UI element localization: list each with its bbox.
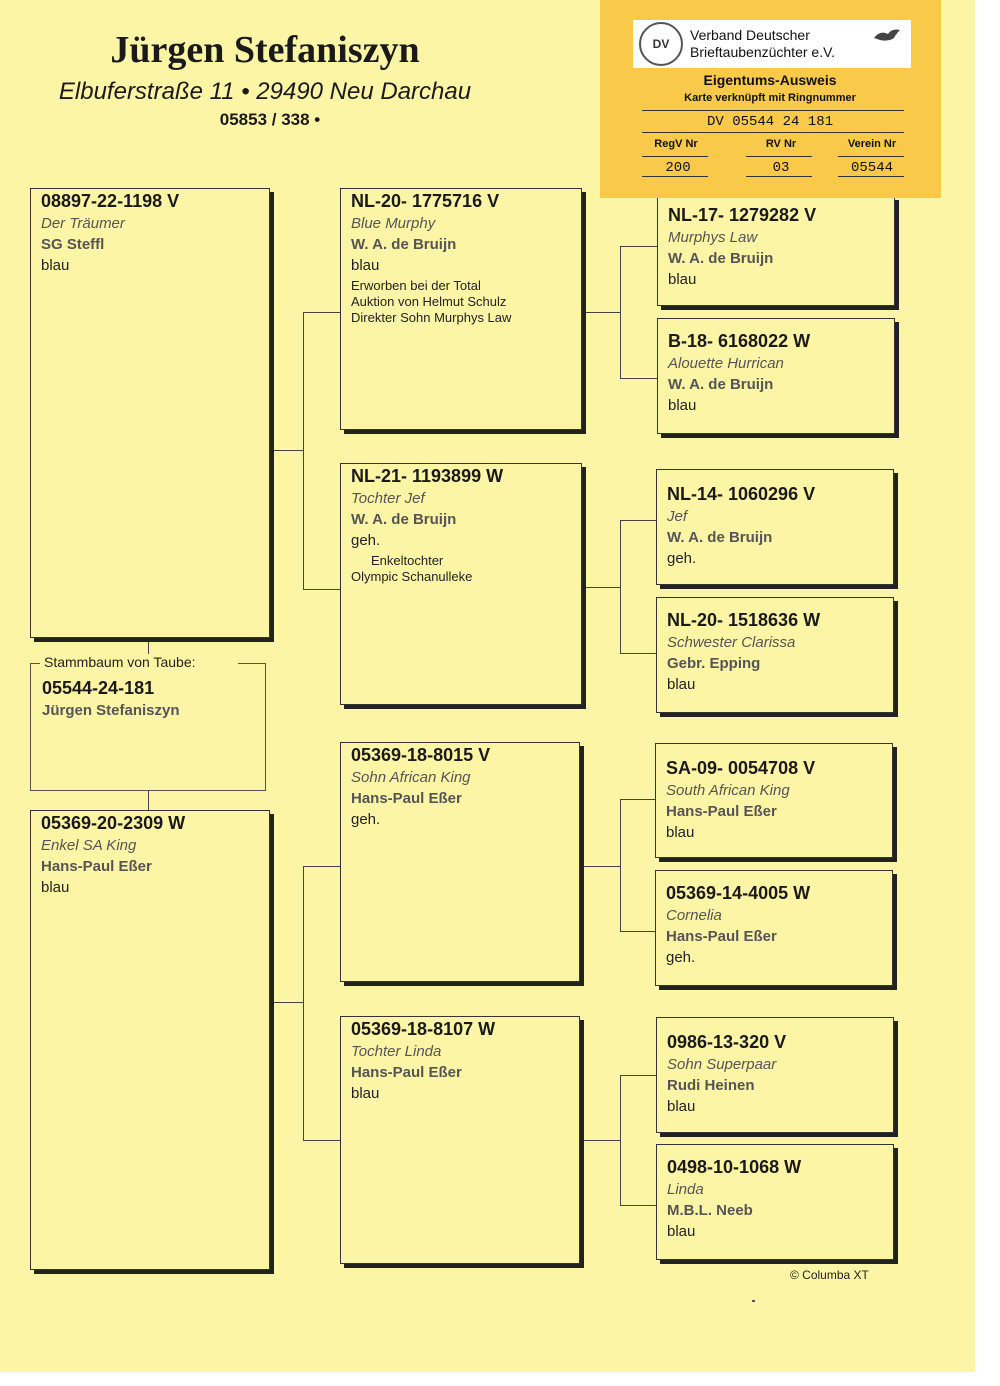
pedigree-box-mm xyxy=(340,1016,580,1264)
pigeon-name: Murphys Law xyxy=(668,229,758,246)
card-regv-value: 200 xyxy=(665,160,691,176)
footer-credit: © Columba XT xyxy=(790,1268,869,1282)
card-ring-number: DV 05544 24 181 xyxy=(706,114,834,130)
color: geh. xyxy=(666,949,696,966)
notes xyxy=(351,553,571,585)
connector xyxy=(620,653,658,654)
subject-ring: 05544-24-181 xyxy=(42,678,155,698)
owner-phone: 05853 / 338 • xyxy=(219,110,321,129)
pedigree-box-mf xyxy=(340,742,580,982)
connector xyxy=(303,312,304,590)
card-verein-value: 05544 xyxy=(850,160,893,176)
breeder: Hans-Paul Eßer xyxy=(351,1064,462,1081)
color: blau xyxy=(666,824,695,841)
breeder: SG Steffl xyxy=(41,236,105,253)
ring-number: 05369-14-4005 W xyxy=(666,883,811,903)
note-line: Direkter Sohn Murphys Law xyxy=(351,310,512,325)
note-line: Auktion von Helmut Schulz xyxy=(351,294,507,309)
connector xyxy=(620,246,621,379)
color: blau xyxy=(667,676,696,693)
pedigree-box-father xyxy=(30,188,270,638)
pigeon-name: Schwester Clarissa xyxy=(667,634,796,651)
ring-number: NL-21- 1193899 W xyxy=(351,466,504,486)
connector xyxy=(303,866,304,1141)
connector xyxy=(303,1140,341,1141)
card-rule xyxy=(642,132,904,133)
dv-logo-icon: DV xyxy=(639,22,683,66)
pigeon-name: Sohn Superpaar xyxy=(667,1056,777,1073)
color: blau xyxy=(668,271,697,288)
connector xyxy=(580,312,621,313)
card-rv-label: RV Nr xyxy=(765,138,797,150)
ring-number: NL-20- 1775716 V xyxy=(351,191,500,211)
ring-number: 05369-18-8107 W xyxy=(351,1019,496,1039)
ring-number: 0986-13-320 V xyxy=(667,1032,787,1052)
color: blau xyxy=(667,1223,696,1240)
pigeon-name: Alouette Hurrican xyxy=(668,355,784,372)
pigeon-name: Blue Murphy xyxy=(351,215,436,232)
subject-box-border xyxy=(238,663,266,664)
ring-number: B-18- 6168022 W xyxy=(668,331,811,351)
color: geh. xyxy=(351,811,381,828)
card-org-line: Brieftaubenzüchter e.V. xyxy=(690,44,836,60)
breeder: Hans-Paul Eßer xyxy=(666,928,777,945)
card-regv-label: RegV Nr xyxy=(654,138,698,150)
card-rule xyxy=(642,156,708,157)
connector xyxy=(620,1205,658,1206)
connector xyxy=(620,520,621,654)
pedigree-box-mmf xyxy=(656,1017,894,1133)
connector xyxy=(620,520,658,521)
notes xyxy=(351,278,571,326)
pedigree-box-mother xyxy=(30,810,270,1270)
card-rule xyxy=(642,176,708,177)
connector xyxy=(580,587,621,588)
breeder: Hans-Paul Eßer xyxy=(351,790,462,807)
connector xyxy=(620,799,621,932)
owner-name: Jürgen Stefaniszyn xyxy=(110,29,420,71)
card-subtitle: Karte verknüpft mit Ringnummer xyxy=(684,92,856,104)
pigeon-name: Enkel SA King xyxy=(41,837,137,854)
pedigree-box-fm xyxy=(340,463,582,705)
note-line: Olympic Schanulleke xyxy=(351,569,473,584)
card-rule xyxy=(838,176,904,177)
ring-number: 0498-10-1068 W xyxy=(667,1157,802,1177)
color: geh. xyxy=(667,550,697,567)
pedigree-box-ffm xyxy=(657,318,895,434)
pedigree-box-fmm xyxy=(656,597,894,713)
color: blau xyxy=(41,879,70,896)
ring-number: 08897-22-1198 V xyxy=(41,191,180,211)
note-line: Enkeltochter xyxy=(371,553,444,568)
pigeon-name: South African King xyxy=(666,782,790,799)
connector xyxy=(268,450,304,451)
breeder: W. A. de Bruijn xyxy=(668,250,774,267)
pedigree-box-ff xyxy=(340,188,582,430)
card-org-name xyxy=(690,27,835,61)
connector xyxy=(580,1140,621,1141)
ring-number: SA-09- 0054708 V xyxy=(666,758,816,778)
pigeon-name: Cornelia xyxy=(666,907,722,924)
pigeon-name: Sohn African King xyxy=(351,769,471,786)
card-rule xyxy=(746,156,812,157)
connector xyxy=(303,866,341,867)
breeder: Gebr. Epping xyxy=(667,655,761,672)
color: blau xyxy=(41,257,70,274)
note-line: Erworben bei der Total xyxy=(351,278,481,293)
breeder: Hans-Paul Eßer xyxy=(666,803,777,820)
connector xyxy=(148,791,149,811)
breeder: W. A. de Bruijn xyxy=(351,236,457,253)
connector xyxy=(580,866,621,867)
pigeon-icon xyxy=(872,26,902,46)
breeder: W. A. de Bruijn xyxy=(667,529,773,546)
pedigree-box-mfm xyxy=(655,870,893,986)
ring-number: 05369-18-8015 V xyxy=(351,745,491,765)
color: blau xyxy=(351,1085,380,1102)
color: blau xyxy=(351,257,380,274)
pedigree-box-mmm xyxy=(656,1144,894,1260)
connector xyxy=(620,1075,658,1076)
breeder: W. A. de Bruijn xyxy=(668,376,774,393)
card-org-line: Verband Deutscher xyxy=(690,27,810,43)
ring-number: NL-14- 1060296 V xyxy=(667,484,816,504)
breeder: Rudi Heinen xyxy=(667,1077,755,1094)
subject-owner: Jürgen Stefaniszyn xyxy=(42,702,180,719)
card-rule xyxy=(838,156,904,157)
pigeon-name: Tochter Linda xyxy=(351,1043,442,1060)
breeder: Hans-Paul Eßer xyxy=(41,858,152,875)
ring-number: 05369-20-2309 W xyxy=(41,813,186,833)
pedigree-box-fff xyxy=(657,196,895,306)
ring-number: NL-17- 1279282 V xyxy=(668,205,817,225)
breeder: M.B.L. Neeb xyxy=(667,1202,753,1219)
speck xyxy=(752,1300,755,1302)
ring-number: NL-20- 1518636 W xyxy=(667,610,821,630)
card-title: Eigentums-Ausweis xyxy=(703,72,837,88)
pedigree-box-fmf xyxy=(656,469,894,585)
subject-box-border xyxy=(30,663,40,664)
color: blau xyxy=(667,1098,696,1115)
pigeon-name: Linda xyxy=(667,1181,704,1198)
color: geh. xyxy=(351,532,381,549)
pigeon-name: Jef xyxy=(667,508,688,525)
pigeon-name: Tochter Jef xyxy=(351,490,425,507)
connector xyxy=(620,246,658,247)
pigeon-name: Der Träumer xyxy=(41,215,125,232)
card-verein-label: Verein Nr xyxy=(847,138,897,150)
breeder: W. A. de Bruijn xyxy=(351,511,457,528)
subject-label: Stammbaum von Taube: xyxy=(40,654,200,670)
owner-address: Elbuferstraße 11 • 29490 Neu Darchau xyxy=(58,78,472,105)
card-rv-value: 03 xyxy=(772,160,790,176)
connector xyxy=(620,799,658,800)
connector xyxy=(303,589,341,590)
pedigree-box-mff xyxy=(655,743,893,858)
connector xyxy=(620,1075,621,1206)
connector xyxy=(268,1002,304,1003)
connector xyxy=(620,378,658,379)
connector xyxy=(303,312,341,313)
connector xyxy=(620,931,658,932)
card-rule xyxy=(746,176,812,177)
color: blau xyxy=(668,397,697,414)
card-rule xyxy=(642,110,904,111)
